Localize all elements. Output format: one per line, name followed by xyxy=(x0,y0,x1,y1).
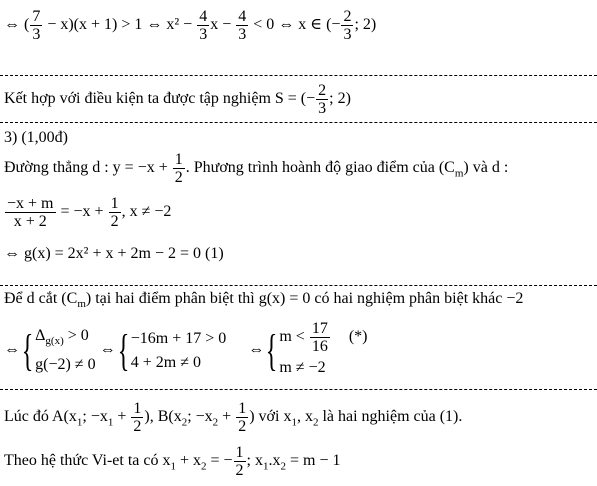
g-equation: ⇔ g(x) = 2x² + x + 2m − 2 = 0 (1) xyxy=(4,245,224,262)
fraction: $\frac{1}{2}$ xyxy=(110,195,119,230)
inequality-line: ⇔ ( $\frac{7}{3}$ − x)(x + 1) > 1 ⇔ x² − $\frac{4}{3}$ x − $\frac{4}{3}$ < 0 ⇔ x ∈ (− $\frac{2}{3}$ ; 2) xyxy=(4,8,377,43)
fraction: $\frac{7}{3}$ xyxy=(32,8,41,43)
brace-icon: { xyxy=(21,325,34,375)
system-line: ⇔{ $\Delta_{g(x)} > 0$ g(−2) ≠ 0 ⇔{ −16m + 17 > 0 4 + 2m ≠ 0 ⇔{ m < $\frac{17}{16}$ (*) m ≠ −2 xyxy=(4,320,367,381)
fraction: $\frac{4}{3}$ xyxy=(199,8,208,43)
fraction: $\frac{2}{3}$ xyxy=(318,82,327,117)
fraction: $\frac{-x + m}{x + 2}$ xyxy=(7,195,54,230)
fraction: $\frac{1}{2}$ xyxy=(133,400,142,435)
fraction: $\frac{1}{2}$ xyxy=(235,444,244,479)
brace-icon: { xyxy=(117,325,129,375)
brace-icon: { xyxy=(265,325,278,375)
section-part-3 xyxy=(0,123,597,285)
fraction: $\frac{1}{2}$ xyxy=(174,151,183,186)
section-solution-set xyxy=(0,76,597,122)
fraction: $\frac{1}{2}$ xyxy=(238,400,247,435)
vieta-line: Theo hệ thức Vi-et ta có $x_1 + x_2$ = − $\frac{1}{2}$ ; $x_1.x_2 = m - 1$ xyxy=(4,444,341,479)
system-a: $\Delta_{g(x)} > 0$ g(−2) ≠ 0 xyxy=(35,326,96,374)
section-vieta xyxy=(0,390,597,486)
solution-set-line: Kết hợp với điều kiện ta được tập nghiệm S = (− $\frac{2}{3}$ ; 2) xyxy=(4,82,351,117)
system-c: m < $\frac{17}{16}$ (*) m ≠ −2 xyxy=(279,320,368,376)
part-title: 3) (1,00đ) xyxy=(4,129,68,146)
fraction: $\frac{17}{16}$ xyxy=(311,320,328,355)
section-condition xyxy=(0,286,597,389)
fraction: $\frac{4}{3}$ xyxy=(238,8,247,43)
points-line: Lúc đó $A(x_1$; $-x_1$ + $\frac{1}{2}$ ), $B(x_2$; $-x_2$ + $\frac{1}{2}$ ) với $x_1$, $x_2$ là hai nghiệm của (1). xyxy=(4,400,463,435)
system-b: −16m + 17 > 0 4 + 2m ≠ 0 xyxy=(130,329,227,371)
condition-line: Để d cắt $(C_m)$ tại hai điểm phân biệt thì g(x) = 0 có hai nghiệm phân biệt khác −2 xyxy=(4,290,524,311)
section-inequality xyxy=(0,0,597,75)
intersection-equation: $\frac{-x + m}{x + 2}$ = −x + $\frac{1}{2}$ , x ≠ −2 xyxy=(7,195,172,230)
line-equation: Đường thẳng d : y = −x + $\frac{1}{2}$ . Phương trình hoành độ giao điểm của $(C_m)$ và d : xyxy=(4,151,509,186)
fraction: $\frac{2}{3}$ xyxy=(343,8,352,43)
